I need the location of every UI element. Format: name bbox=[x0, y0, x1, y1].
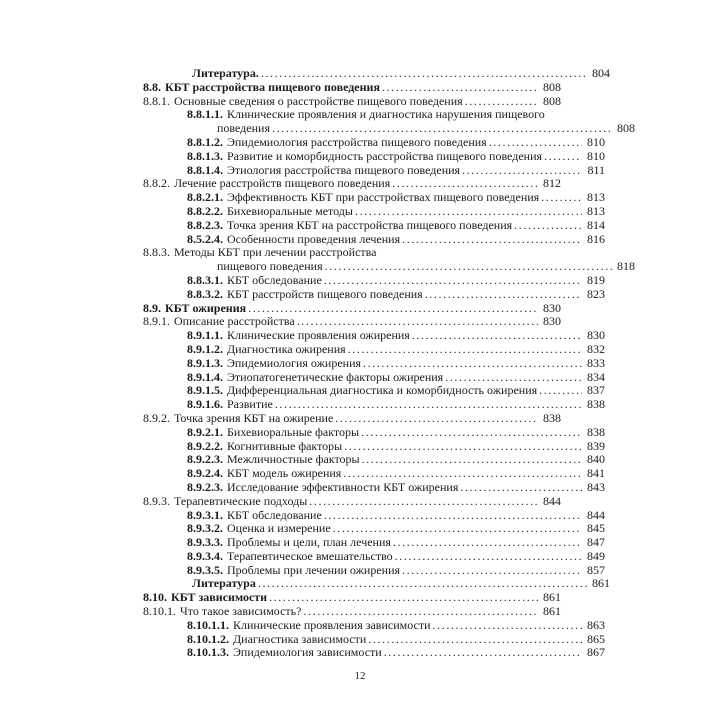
dot-leader bbox=[514, 219, 582, 233]
toc-entry bbox=[143, 67, 610, 81]
entry-number: 8.8.2.2. bbox=[187, 203, 223, 218]
entry-title: Литература bbox=[192, 576, 256, 591]
dot-leader bbox=[348, 343, 582, 357]
entry-title: Развитие и коморбидность расстройства пищевого поведения bbox=[227, 148, 543, 163]
entry-page-number: 843 bbox=[587, 479, 605, 494]
dot-leader bbox=[335, 412, 538, 426]
entry-page-number: 861 bbox=[543, 604, 561, 619]
entry-page-number: 811 bbox=[587, 162, 605, 177]
toc-entry bbox=[143, 522, 605, 536]
entry-page-number: 832 bbox=[587, 341, 605, 356]
dot-leader bbox=[539, 384, 582, 398]
toc-entry bbox=[143, 219, 605, 233]
toc-entry bbox=[143, 302, 561, 316]
entry-page-number: 833 bbox=[587, 355, 605, 370]
dot-leader bbox=[402, 564, 582, 578]
entry-number: 8.8.3.2. bbox=[187, 286, 223, 301]
entry-title: Дифференциальная диагностика и коморбидность ожирения bbox=[227, 383, 538, 398]
entry-page-number: 808 bbox=[543, 93, 561, 108]
entry-title: КБТ расстройства пищевого поведения bbox=[165, 79, 380, 94]
dot-leader bbox=[382, 81, 538, 95]
toc-entry bbox=[143, 343, 605, 357]
entry-page-number: 844 bbox=[543, 493, 561, 508]
dot-leader bbox=[324, 274, 582, 288]
entry-title: Точка зрения КБТ на ожирение bbox=[174, 410, 334, 425]
dot-leader bbox=[384, 646, 582, 660]
entry-page-number: 861 bbox=[543, 590, 561, 605]
entry-number: 8.8.2. bbox=[143, 176, 170, 191]
toc-entry bbox=[143, 467, 605, 481]
dot-leader bbox=[433, 619, 582, 633]
toc-entry bbox=[143, 205, 605, 219]
entry-title: Проблемы при лечении ожирения bbox=[227, 562, 401, 577]
entry-page-number: 863 bbox=[587, 617, 605, 632]
entry-page-number: 857 bbox=[587, 562, 605, 577]
dot-leader bbox=[297, 315, 538, 329]
entry-page-number: 840 bbox=[587, 452, 605, 467]
entry-number: 8.9.2.3. bbox=[187, 479, 223, 494]
toc-entry bbox=[143, 619, 605, 633]
entry-number: 8.9.3. bbox=[143, 493, 170, 508]
entry-number: 8.9.1.6. bbox=[187, 397, 223, 412]
entry-number: 8.8.2.3. bbox=[187, 217, 223, 232]
entry-number: 8.9.3.1. bbox=[187, 507, 223, 522]
entry-page-number: 861 bbox=[592, 576, 610, 591]
folio-page-number: 12 bbox=[354, 670, 366, 682]
entry-number: 8.9.1.3. bbox=[187, 355, 223, 370]
entry-page-number: 812 bbox=[543, 176, 561, 191]
toc-entry bbox=[143, 233, 605, 247]
entry-title: Терапевтические подходы bbox=[174, 493, 308, 508]
toc-entry bbox=[143, 398, 605, 412]
toc-entry bbox=[143, 426, 605, 440]
entry-number: 8.9.2.1. bbox=[187, 424, 223, 439]
entry-title: Эпидемиология зависимости bbox=[233, 645, 382, 660]
entry-title: КБТ зависимости bbox=[171, 590, 268, 605]
dot-leader bbox=[465, 95, 538, 109]
entry-title: Основные сведения о расстройстве пищевого поведения bbox=[174, 93, 463, 108]
dot-leader bbox=[309, 495, 538, 509]
toc-entry bbox=[143, 108, 605, 122]
toc-entry bbox=[143, 191, 605, 205]
dot-leader bbox=[324, 509, 582, 523]
entry-number: 8.9.2. bbox=[143, 410, 170, 425]
entry-page-number: 816 bbox=[587, 231, 605, 246]
entry-number: 8.8.3.1. bbox=[187, 272, 223, 287]
table-of-contents bbox=[143, 66, 635, 660]
entry-title: поведения bbox=[217, 121, 270, 136]
dot-leader bbox=[344, 440, 582, 454]
entry-title: Клинические проявления и диагностика нарушения пищевого bbox=[227, 107, 545, 122]
dot-leader bbox=[258, 577, 587, 591]
entry-page-number: 819 bbox=[587, 272, 605, 287]
entry-title: Оценка и измерение bbox=[227, 521, 331, 536]
entry-number: 8.9.2.4. bbox=[187, 466, 223, 481]
entry-number: 8.9. bbox=[143, 300, 161, 315]
entry-number: 8.9.1.2. bbox=[187, 341, 223, 356]
entry-page-number: 838 bbox=[543, 410, 561, 425]
entry-page-number: 810 bbox=[587, 134, 605, 149]
entry-number: 8.9.3.5. bbox=[187, 562, 223, 577]
entry-page-number: 844 bbox=[587, 507, 605, 522]
entry-page-number: 838 bbox=[587, 397, 605, 412]
entry-number: 8.10.1.3. bbox=[187, 645, 229, 660]
dot-leader bbox=[368, 633, 582, 647]
entry-number: 8.8.2.1. bbox=[187, 190, 223, 205]
entry-title: Эпидемиология расстройства пищевого поведения bbox=[227, 134, 487, 149]
entry-title: Методы КБТ при лечении расстройства bbox=[174, 245, 377, 260]
entry-page-number: 865 bbox=[587, 631, 605, 646]
toc-entry bbox=[143, 577, 610, 591]
toc-entry bbox=[143, 288, 605, 302]
entry-number: 8.8.3. bbox=[143, 245, 170, 260]
toc-entry bbox=[143, 150, 605, 164]
entry-number: 8.9.1.1. bbox=[187, 328, 223, 343]
entry-title: Диагностика зависимости bbox=[233, 631, 367, 646]
dot-leader bbox=[541, 191, 582, 205]
entry-title: КБТ модель ожирения bbox=[227, 466, 342, 481]
entry-title: Эпидемиология ожирения bbox=[227, 355, 362, 370]
dot-leader bbox=[392, 177, 538, 191]
entry-page-number: 830 bbox=[543, 300, 561, 315]
toc-entry bbox=[143, 564, 605, 578]
entry-title: Диагностика ожирения bbox=[227, 341, 346, 356]
entry-number: 8.8.1.1. bbox=[187, 107, 223, 122]
entry-title: Этиология расстройства пищевого поведения bbox=[227, 162, 461, 177]
toc-entry bbox=[143, 95, 561, 109]
entry-page-number: 818 bbox=[617, 259, 635, 274]
entry-title: Исследование эффективности КБТ ожирения bbox=[227, 479, 459, 494]
entry-title: Клинические проявления ожирения bbox=[227, 328, 410, 343]
dot-leader bbox=[362, 453, 582, 467]
dot-leader bbox=[269, 591, 538, 605]
entry-title: Описание расстройства bbox=[174, 314, 295, 329]
toc-entry bbox=[143, 122, 635, 136]
dot-leader bbox=[275, 398, 582, 412]
entry-page-number: 839 bbox=[587, 438, 605, 453]
entry-number: 8.10.1.2. bbox=[187, 631, 229, 646]
entry-page-number: 837 bbox=[587, 383, 605, 398]
dot-leader bbox=[343, 467, 582, 481]
dot-leader bbox=[333, 522, 582, 536]
entry-page-number: 845 bbox=[587, 521, 605, 536]
toc-entry bbox=[143, 412, 561, 426]
dot-leader bbox=[248, 302, 538, 316]
entry-page-number: 841 bbox=[587, 466, 605, 481]
entry-page-number: 810 bbox=[587, 148, 605, 163]
entry-page-number: 813 bbox=[587, 203, 605, 218]
toc-entry bbox=[143, 481, 605, 495]
entry-page-number: 814 bbox=[587, 217, 605, 232]
dot-leader bbox=[355, 205, 582, 219]
entry-number: 8.9.1.4. bbox=[187, 369, 223, 384]
entry-title: Проблемы и цели, план лечения bbox=[227, 535, 391, 550]
entry-title: Когнитивные факторы bbox=[227, 438, 343, 453]
entry-number: 8.8.1.2. bbox=[187, 134, 223, 149]
toc-entry bbox=[143, 591, 561, 605]
toc-entry bbox=[143, 329, 605, 343]
entry-title: Клинические проявления зависимости bbox=[233, 617, 431, 632]
entry-title: пищевого поведения bbox=[217, 259, 323, 274]
entry-title: КБТ ожирения bbox=[165, 300, 247, 315]
entry-title: Лечение расстройств пищевого поведения bbox=[174, 176, 391, 191]
entry-page-number: 823 bbox=[587, 286, 605, 301]
dot-leader bbox=[272, 122, 612, 136]
toc-entry bbox=[143, 81, 561, 95]
entry-number: 8.9.3.3. bbox=[187, 535, 223, 550]
entry-page-number: 849 bbox=[587, 548, 605, 563]
toc-entry bbox=[143, 177, 561, 191]
entry-title: КБТ обследование bbox=[227, 507, 322, 522]
toc-entry bbox=[143, 633, 605, 647]
dot-leader bbox=[303, 605, 538, 619]
toc-entry bbox=[143, 371, 605, 385]
entry-number: 8.9.2.3. bbox=[187, 452, 223, 467]
dot-leader bbox=[460, 481, 582, 495]
dot-leader bbox=[544, 150, 582, 164]
toc-entry bbox=[143, 550, 605, 564]
entry-page-number: 838 bbox=[587, 424, 605, 439]
entry-number: 8.9.3.2. bbox=[187, 521, 223, 536]
dot-leader bbox=[402, 233, 582, 247]
entry-title: КБТ расстройств пищевого поведения bbox=[227, 286, 423, 301]
entry-page-number: 834 bbox=[587, 369, 605, 384]
dot-leader bbox=[325, 260, 612, 274]
toc-entry bbox=[143, 246, 561, 260]
entry-page-number: 808 bbox=[543, 79, 561, 94]
entry-page-number: 804 bbox=[592, 66, 610, 80]
toc-entry bbox=[143, 495, 561, 509]
toc-entry bbox=[143, 315, 561, 329]
entry-title: Бихевиоральные методы bbox=[227, 203, 353, 218]
entry-number: 8.10.1.1. bbox=[187, 617, 229, 632]
entry-number: 8.8. bbox=[143, 79, 161, 94]
entry-title: КБТ обследование bbox=[227, 272, 322, 287]
entry-number: 8.5.2.4. bbox=[187, 231, 223, 246]
entry-number: 8.8.1.4. bbox=[187, 162, 223, 177]
toc-entry bbox=[143, 509, 605, 523]
entry-number: 8.10.1. bbox=[143, 604, 176, 619]
entry-page-number: 867 bbox=[587, 645, 605, 660]
toc-entry bbox=[143, 274, 605, 288]
entry-number: 8.9.2.2. bbox=[187, 438, 223, 453]
toc-entry bbox=[143, 260, 635, 274]
toc-entry bbox=[143, 384, 605, 398]
dot-leader bbox=[489, 136, 582, 150]
entry-number: 8.9.3.4. bbox=[187, 548, 223, 563]
dot-leader bbox=[412, 329, 582, 343]
dot-leader bbox=[462, 164, 582, 178]
entry-number: 8.10. bbox=[143, 590, 167, 605]
toc-entry bbox=[143, 440, 605, 454]
toc-entry bbox=[143, 453, 605, 467]
entry-page-number: 808 bbox=[617, 121, 635, 136]
entry-title: Особенности проведения лечения bbox=[227, 231, 401, 246]
entry-title: Бихевиоральные факторы bbox=[227, 424, 360, 439]
entry-page-number: 830 bbox=[587, 328, 605, 343]
dot-leader bbox=[361, 426, 582, 440]
toc-entry bbox=[143, 136, 605, 150]
toc-entry bbox=[143, 646, 605, 660]
toc-entry bbox=[143, 536, 605, 550]
entry-number: 8.8.1. bbox=[143, 93, 170, 108]
entry-page-number: 847 bbox=[587, 535, 605, 550]
dot-leader bbox=[393, 536, 582, 550]
dot-leader bbox=[425, 288, 582, 302]
entry-page-number: 830 bbox=[543, 314, 561, 329]
dot-leader bbox=[395, 550, 582, 564]
entry-title: Терапевтическое вмешательство bbox=[227, 548, 393, 563]
dot-leader bbox=[261, 67, 587, 81]
entry-title: Что такое зависимость? bbox=[180, 604, 302, 619]
entry-page-number: 813 bbox=[587, 190, 605, 205]
entry-number: 8.9.1.5. bbox=[187, 383, 223, 398]
entry-title: Межличностные факторы bbox=[227, 452, 360, 467]
entry-title: Развитие bbox=[227, 397, 273, 412]
toc-entry bbox=[143, 164, 605, 178]
entry-title: Этиопатогенетические факторы ожирения bbox=[227, 369, 444, 384]
entry-title: Точка зрения КБТ на расстройства пищевого поведения bbox=[227, 217, 513, 232]
dot-leader bbox=[445, 371, 582, 385]
entry-title: Эффективность КБТ при расстройствах пищевого поведения bbox=[227, 190, 540, 205]
entry-number: 8.9.1. bbox=[143, 314, 170, 329]
entry-title: Литература. bbox=[192, 66, 259, 80]
toc-entry bbox=[143, 357, 605, 371]
toc-entry bbox=[143, 605, 561, 619]
entry-number: 8.8.1.3. bbox=[187, 148, 223, 163]
dot-leader bbox=[363, 357, 582, 371]
